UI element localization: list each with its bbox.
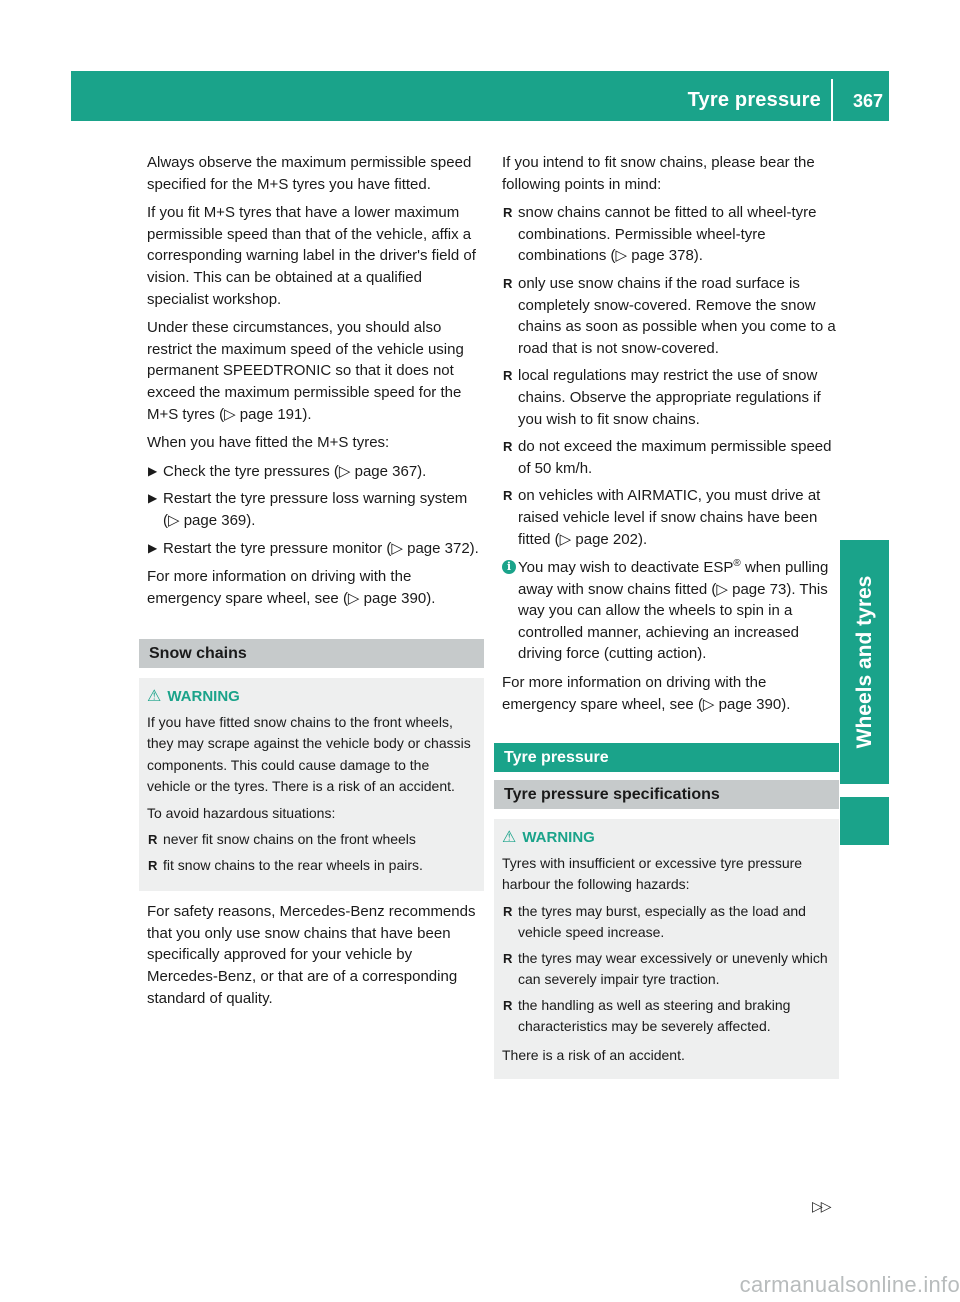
page-header <box>71 71 889 121</box>
warning-triangle-icon: ⚠ <box>502 829 517 847</box>
list-item: R never fit snow chains on the front wheels <box>147 829 476 851</box>
paragraph: If you fit M+S tyres that have a lower maximum permissible speed than that of the vehicle, affix a corresponding warning label in the driver's field of vision. This can be obtained at a qualified specialist workshop. <box>147 204 476 308</box>
bullet-icon: R <box>503 439 513 455</box>
step-arrow-icon: ▶ <box>148 491 158 506</box>
bullet-icon: R <box>503 488 513 504</box>
page-number: 367 <box>852 91 883 111</box>
paragraph: Under these circumstances, you should also restrict the maximum speed of the vehicle using permanent SPEEDTRONIC so that it does not exceed the maximum permissible speed for the M+S tyres (▷ page 191). <box>147 319 464 423</box>
step-arrow-icon: ▶ <box>148 463 158 478</box>
list-item: R on vehicles with AIRMATIC, you must drive at raised vehicle level if snow chains have been fitted (▷ page 202). <box>503 487 821 548</box>
header-separator <box>831 79 833 121</box>
warning-title: ⚠ WARNING <box>502 827 831 849</box>
warning-text: To avoid hazardous situations: <box>147 804 336 821</box>
list-item: R the handling as well as steering and braking characteristics may be severely affected. <box>503 996 791 1035</box>
tyre-pressure-heading: Tyre pressure <box>494 743 839 772</box>
snow-chains-heading: Snow chains <box>139 639 484 668</box>
tyre-pressure-specifications-heading: Tyre pressure specifications <box>494 780 839 809</box>
bullet-icon: R <box>503 275 513 291</box>
info-note: i You may wish to deactivate ESP® when pulling away with snow chains fitted (▷ page 73). This way you can allow the wheels to spin in a controlled manner, achieving an increased driving force (cutting action). <box>502 557 836 665</box>
bullet-icon: R <box>148 857 158 873</box>
header-title: Tyre pressure <box>687 89 821 111</box>
warning-list <box>147 829 476 876</box>
step-arrow-icon: ▶ <box>148 540 158 555</box>
warning-text: If you have fitted snow chains to the front wheels, they may scrape against the vehicle body or chassis components. This could cause damage to the vehicle or the tyres. There is a risk of an accident. <box>147 713 471 795</box>
right-column <box>502 152 836 1089</box>
paragraph: Always observe the maximum permissible speed specified for the M+S tyres you have fitted. <box>147 154 472 193</box>
step-item: ▶ Restart the tyre pressure monitor (▷ page 372). <box>147 538 481 560</box>
bullet-icon: R <box>503 997 513 1013</box>
chapter-tab <box>840 540 889 784</box>
paragraph: When you have fitted the M+S tyres: <box>147 434 390 452</box>
list-item: R fit snow chains to the rear wheels in pairs. <box>147 855 476 877</box>
list-item: R the tyres may wear excessively or unevenly which can severely impair tyre traction. <box>503 949 828 988</box>
step-item: ▶ Restart the tyre pressure loss warning system (▷ page 369). <box>148 490 468 529</box>
step-item: ▶ Check the tyre pressures (▷ page 367). <box>147 461 481 483</box>
step-list <box>147 461 481 559</box>
list-item: R the tyres may burst, especially as the load and vehicle speed increase. <box>503 902 806 941</box>
left-column <box>147 152 481 1016</box>
paragraph: If you intend to fit snow chains, please bear the following points in mind: <box>502 154 815 193</box>
warning-triangle-icon: ⚠ <box>147 688 162 706</box>
list-item: R do not exceed the maximum permissible speed of 50 km/h. <box>503 438 832 477</box>
snow-chain-points-list <box>502 202 836 550</box>
bullet-icon: R <box>503 205 513 221</box>
warning-box <box>139 678 484 891</box>
bullet-icon: R <box>503 368 513 384</box>
warning-text: There is a risk of an accident. <box>502 1046 685 1063</box>
paragraph: For more information on driving with the emergency spare wheel, see (▷ page 390). <box>147 568 436 607</box>
chapter-tab-label: Wheels and tyres <box>852 575 876 749</box>
warning-list <box>502 901 831 1038</box>
bullet-icon: R <box>503 950 513 966</box>
watermark: carmanualsonline.info <box>739 1272 960 1297</box>
warning-title: ⚠ WARNING <box>147 686 476 708</box>
chapter-tab-block <box>840 797 889 845</box>
bullet-icon: R <box>503 903 513 919</box>
warning-box <box>494 819 839 1079</box>
paragraph: For more information on driving with the emergency spare wheel, see (▷ page 390). <box>502 674 791 713</box>
warning-text: Tyres with insufficient or excessive tyre pressure harbour the following hazards: <box>502 854 803 893</box>
continue-icon: ▷▷ <box>812 1198 830 1214</box>
list-item: R local regulations may restrict the use of snow chains. Observe the appropriate regulations if you wish to fit snow chains. <box>503 367 821 428</box>
list-item: R only use snow chains if the road surface is completely snow-covered. Remove the snow chains as soon as possible when you come to a road that is not snow-covered. <box>503 274 836 357</box>
bullet-icon: R <box>148 832 158 848</box>
info-icon: i <box>502 560 516 574</box>
list-item: R snow chains cannot be fitted to all wheel-tyre combinations. Permissible wheel-tyre combinations (▷ page 378). <box>503 204 817 265</box>
paragraph: For safety reasons, Mercedes-Benz recommends that you only use snow chains that have been specifically approved for your vehicle by Mercedes-Benz, or that are of a corresponding standard of quality. <box>147 903 476 1007</box>
